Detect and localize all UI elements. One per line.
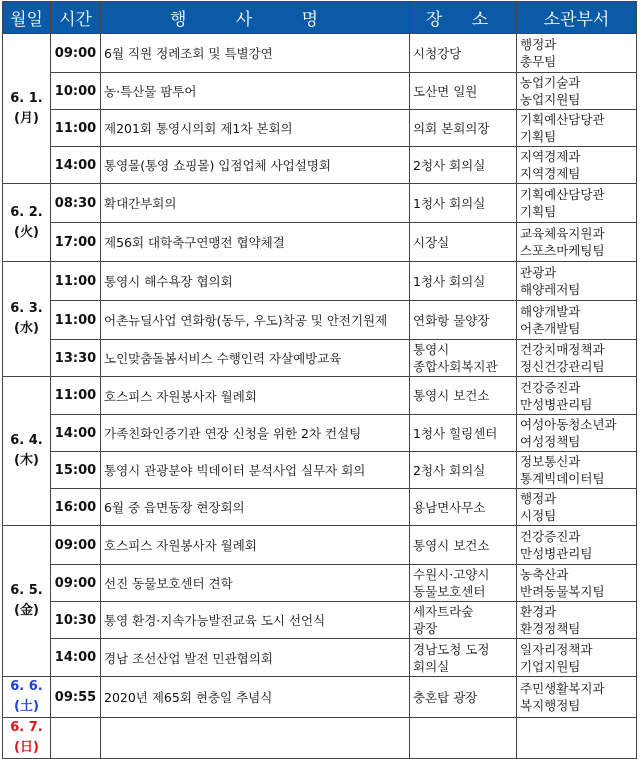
- event-title-cell: 2020년 제65회 현충일 추념식: [101, 677, 410, 718]
- dept-cell: [517, 526, 637, 565]
- place-cell: [410, 718, 517, 759]
- place-cell: [410, 223, 517, 262]
- table-row: [3, 718, 637, 759]
- dept-cell: [517, 147, 637, 184]
- weekday-text: (金): [14, 603, 39, 618]
- place-line: 1청사 힐링센터: [413, 425, 498, 441]
- dept-line: 교육체육지원과: [520, 226, 605, 241]
- date-cell: [3, 34, 51, 184]
- place-line: 통영시 보건소: [413, 388, 490, 403]
- time-cell: 14:00: [51, 639, 101, 677]
- place-line: 의회 본회의장: [413, 120, 490, 136]
- table-row: [3, 639, 637, 677]
- date-text: 6. 2.: [10, 204, 43, 220]
- place-line: 도산면 일원: [413, 83, 478, 99]
- place-cell: [410, 340, 517, 377]
- event-title-cell: 6월 직원 정례조회 및 특별강연: [101, 34, 410, 73]
- place-line: 2청사 회의실: [413, 462, 486, 478]
- dept-line: 기획팀: [520, 129, 557, 144]
- event-title-cell: 확대간부회의: [101, 184, 410, 223]
- time-cell: 10:00: [51, 73, 101, 110]
- place-cell: [410, 147, 517, 184]
- table-row: [3, 147, 637, 184]
- table-row: [3, 677, 637, 718]
- dept-line: 정보통신과: [520, 454, 581, 469]
- place-line: 시청강당: [413, 45, 462, 61]
- date-text: 6. 3.: [10, 301, 43, 316]
- time-cell: 14:00: [51, 147, 101, 184]
- place-cell: [410, 452, 517, 489]
- table-row: [3, 34, 637, 73]
- place-line: 회의실: [413, 658, 450, 674]
- dept-cell: [517, 223, 637, 262]
- table-row: [3, 301, 637, 340]
- dept-line: 통계빅데이터팀: [520, 471, 605, 486]
- header-time: 시간: [51, 2, 101, 34]
- place-cell: [410, 110, 517, 147]
- table-row: [3, 452, 637, 489]
- place-line: 연화항 물양장: [413, 312, 490, 328]
- dept-line: 환경과: [520, 604, 557, 619]
- event-title-cell: 선진 동물보호센터 견학: [101, 565, 410, 602]
- table-row: [3, 184, 637, 223]
- time-cell: 08:30: [51, 184, 101, 223]
- time-cell: 15:00: [51, 452, 101, 489]
- table-row: [3, 110, 637, 147]
- place-cell: [410, 377, 517, 415]
- dept-cell: [517, 639, 637, 677]
- event-title-cell: 통영몰(통영 쇼핑몰) 입점업체 사업설명회: [101, 147, 410, 184]
- place-cell: [410, 34, 517, 73]
- dept-cell: [517, 677, 637, 718]
- place-line: 충혼탑 광장: [413, 689, 478, 705]
- time-cell: [51, 718, 101, 759]
- dept-line: 여성아동청소년과: [520, 417, 617, 432]
- date-cell: [3, 262, 51, 377]
- dept-line: 건강치매정책과: [520, 342, 605, 357]
- schedule-table: [2, 1, 637, 759]
- table-row: [3, 377, 637, 415]
- dept-line: 행정과: [520, 491, 557, 506]
- header-event: 행 사 명: [101, 2, 410, 34]
- weekday-text: (日): [14, 740, 39, 755]
- dept-cell: [517, 301, 637, 340]
- time-cell: 11:00: [51, 262, 101, 301]
- place-cell: [410, 415, 517, 452]
- table-row: [3, 526, 637, 565]
- place-line: 용남면사무소: [413, 499, 486, 515]
- header-place: 장 소: [410, 2, 517, 34]
- header-row: [3, 2, 637, 34]
- dept-line: 건강증진과: [520, 529, 581, 544]
- dept-cell: [517, 415, 637, 452]
- event-title-cell: 노인맞춤돌봄서비스 수행인력 자살예방교육: [101, 340, 410, 377]
- place-line: 경남도청 도정: [413, 641, 490, 657]
- table-row: [3, 223, 637, 262]
- table-row: [3, 415, 637, 452]
- dept-line: 관광과: [520, 265, 557, 280]
- dept-line: 농축산과: [520, 567, 569, 582]
- date-text: 6. 7.: [10, 720, 43, 735]
- table-row: [3, 602, 637, 639]
- dept-line: 기업지원팀: [520, 658, 581, 674]
- dept-line: 해양레저팀: [520, 282, 581, 297]
- dept-cell: [517, 718, 637, 759]
- time-cell: 14:00: [51, 415, 101, 452]
- date-cell: [3, 526, 51, 677]
- time-cell: 09:00: [51, 34, 101, 73]
- weekday-text: (水): [14, 321, 39, 336]
- dept-line: 만성병관리팀: [520, 546, 593, 561]
- date-text: 6. 5.: [10, 583, 43, 598]
- time-cell: 09:00: [51, 565, 101, 602]
- place-line: 1청사 회의실: [413, 273, 486, 289]
- event-title-cell: 경남 조선산업 발전 민관협의회: [101, 639, 410, 677]
- place-line: 2청사 회의실: [413, 157, 486, 173]
- header-dept: 소관부서: [517, 2, 637, 34]
- dept-line: 기획팀: [520, 204, 557, 219]
- dept-line: 건강증진과: [520, 379, 581, 395]
- event-title-cell: 호스피스 자원봉사자 월례회: [101, 377, 410, 415]
- dept-cell: [517, 565, 637, 602]
- dept-line: 어촌개발팀: [520, 321, 581, 336]
- dept-line: 복지행정팀: [520, 698, 581, 713]
- table-row: [3, 73, 637, 110]
- place-line: 종합사회복지관: [413, 359, 498, 374]
- dept-line: 기획예산담당관: [520, 112, 605, 127]
- weekday-text: (木): [14, 453, 39, 468]
- dept-cell: [517, 73, 637, 110]
- place-cell: [410, 301, 517, 340]
- place-cell: [410, 677, 517, 718]
- dept-line: 일자리정책과: [520, 641, 593, 657]
- weekday-text: (月): [14, 110, 39, 126]
- event-title-cell: 농·특산물 팜투어: [101, 73, 410, 110]
- time-cell: 09:55: [51, 677, 101, 718]
- time-cell: 11:00: [51, 377, 101, 415]
- event-title-cell: [101, 718, 410, 759]
- dept-cell: [517, 184, 637, 223]
- dept-line: 시정팀: [520, 508, 557, 523]
- dept-cell: [517, 452, 637, 489]
- dept-line: 지역경제과: [520, 149, 581, 164]
- dept-line: 기획예산담당관: [520, 187, 605, 202]
- time-cell: 16:00: [51, 489, 101, 526]
- dept-cell: [517, 262, 637, 301]
- place-line: 수원시·고양시: [413, 567, 490, 582]
- dept-line: 반려동물복지팀: [520, 584, 605, 599]
- dept-line: 정신건강관리팀: [520, 359, 605, 374]
- dept-line: 환경정책팀: [520, 621, 581, 636]
- place-cell: [410, 73, 517, 110]
- place-cell: [410, 565, 517, 602]
- event-title-cell: 통영시 해수욕장 협의회: [101, 262, 410, 301]
- time-cell: 09:00: [51, 526, 101, 565]
- place-cell: [410, 489, 517, 526]
- dept-line: 스포츠마케팅팀: [520, 243, 605, 258]
- place-cell: [410, 262, 517, 301]
- dept-cell: [517, 34, 637, 73]
- date-cell: [3, 377, 51, 526]
- date-text: 6. 4.: [10, 433, 43, 448]
- dept-line: 만성병관리팀: [520, 396, 593, 412]
- time-cell: 11:00: [51, 110, 101, 147]
- event-title-cell: 호스피스 자원봉사자 월례회: [101, 526, 410, 565]
- time-cell: 17:00: [51, 223, 101, 262]
- time-cell: 10:30: [51, 602, 101, 639]
- place-line: 통영시: [413, 342, 450, 357]
- table-row: [3, 489, 637, 526]
- event-title-cell: 가족친화인증기관 연장 신청을 위한 2차 컨설팅: [101, 415, 410, 452]
- place-line: 광장: [413, 621, 438, 636]
- dept-line: 지역경제팀: [520, 166, 581, 181]
- dept-line: 농업기술과: [520, 75, 581, 90]
- event-title-cell: 통영시 관광분야 빅데이터 분석사업 실무자 회의: [101, 452, 410, 489]
- header-date: 월일: [3, 2, 51, 34]
- event-title-cell: 통영 환경·지속가능발전교육 도시 선언식: [101, 602, 410, 639]
- dept-line: 농업지원팀: [520, 92, 581, 107]
- dept-cell: [517, 377, 637, 415]
- schedule-body: [3, 34, 637, 759]
- place-cell: [410, 639, 517, 677]
- time-cell: 13:30: [51, 340, 101, 377]
- date-cell: [3, 718, 51, 759]
- weekday-text: (土): [14, 699, 39, 714]
- place-line: 통영시 보건소: [413, 537, 490, 553]
- place-line: 세자트라숲: [413, 604, 474, 619]
- table-row: [3, 565, 637, 602]
- place-cell: [410, 602, 517, 639]
- dept-line: 주민생활복지과: [520, 681, 605, 696]
- dept-cell: [517, 110, 637, 147]
- event-title-cell: 6월 중 읍면동장 현장회의: [101, 489, 410, 526]
- time-cell: 11:00: [51, 301, 101, 340]
- table-row: [3, 262, 637, 301]
- dept-line: 여성정책팀: [520, 434, 581, 449]
- event-title-cell: 제56회 대학축구연맹전 협약체결: [101, 223, 410, 262]
- dept-cell: [517, 340, 637, 377]
- table-row: [3, 340, 637, 377]
- place-line: 1청사 회의실: [413, 195, 486, 211]
- place-line: 동물보호센터: [413, 584, 486, 599]
- place-line: 시장실: [413, 234, 450, 250]
- dept-line: 총무팀: [520, 54, 557, 69]
- dept-line: 해양개발과: [520, 304, 581, 319]
- date-cell: [3, 677, 51, 718]
- date-cell: [3, 184, 51, 262]
- dept-cell: [517, 602, 637, 639]
- dept-line: 행정과: [520, 37, 557, 52]
- event-title-cell: 어촌뉴딜사업 연화항(동두, 우도)착공 및 안전기원제: [101, 301, 410, 340]
- weekday-text: (火): [14, 224, 39, 240]
- date-text: 6. 6.: [10, 679, 43, 694]
- date-text: 6. 1.: [10, 90, 43, 106]
- dept-cell: [517, 489, 637, 526]
- place-cell: [410, 526, 517, 565]
- place-cell: [410, 184, 517, 223]
- event-title-cell: 제201회 통영시의회 제1차 본회의: [101, 110, 410, 147]
